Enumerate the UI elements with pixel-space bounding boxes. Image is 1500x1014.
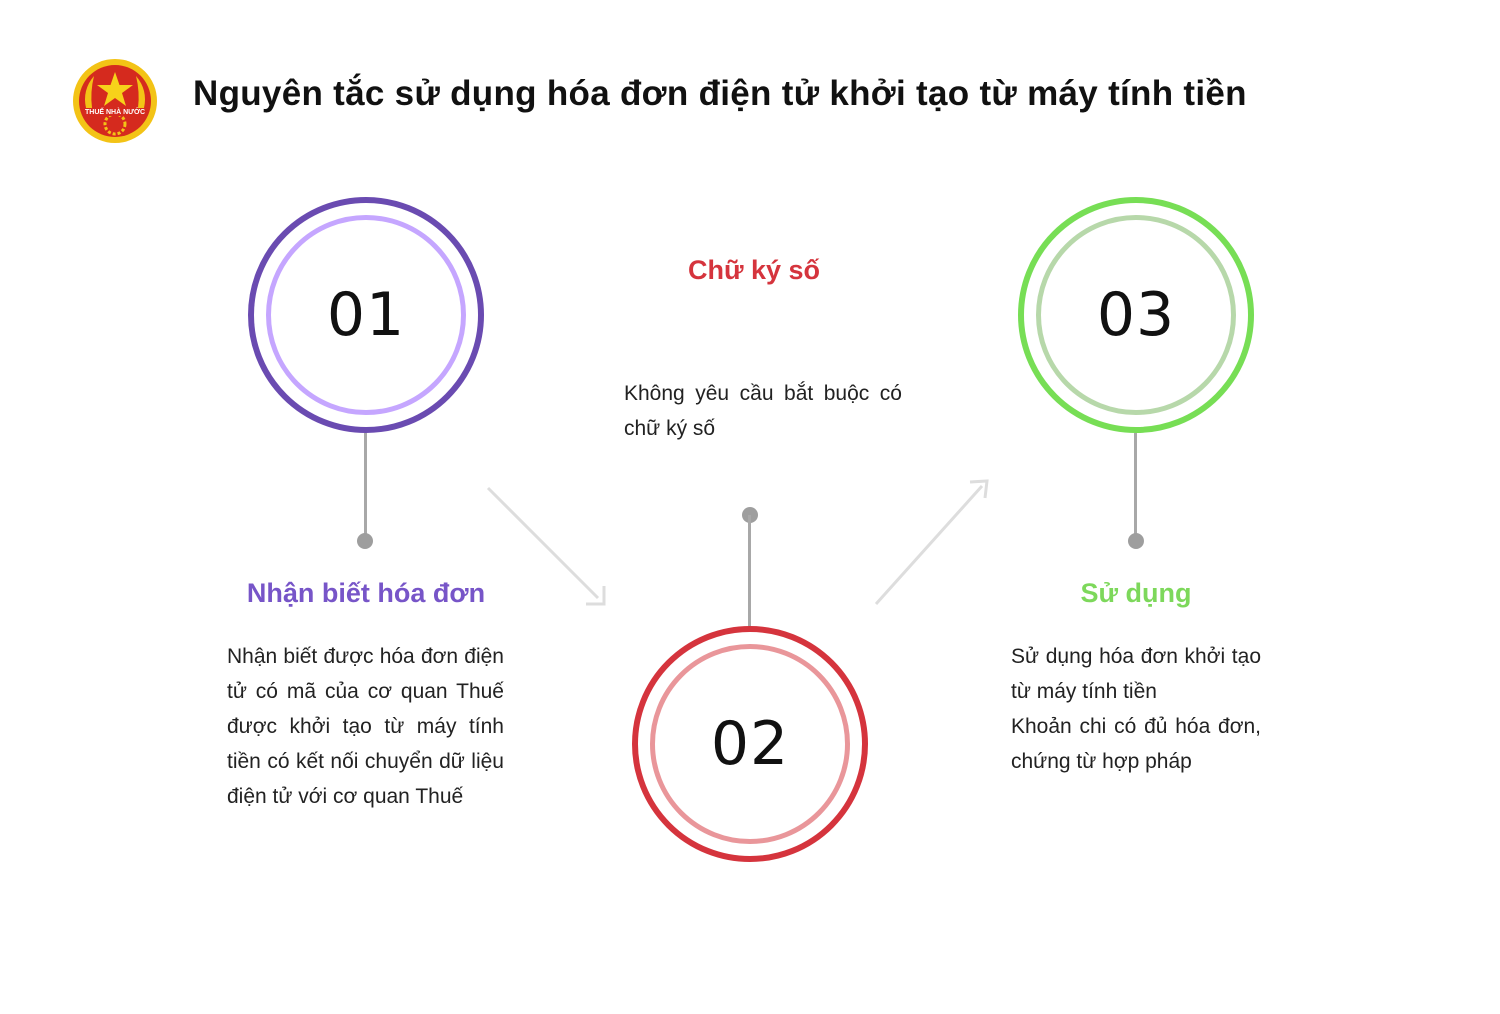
step3-heading: Sử dụng — [1080, 578, 1192, 608]
step3-number: 03 — [1096, 280, 1176, 350]
step1-description: Nhận biết được hóa đơn điện tử có mã của cơ quan Thuế được khởi tạo từ máy tính tiền có kết nối chuyển dữ liệu điện tử với cơ quan Thuế — [227, 645, 504, 808]
step2-description: Không yêu cầu bắt buộc có chữ ký số — [624, 382, 902, 440]
page-title: Nguyên tắc sử dụng hóa đơn điện tử khởi tạo từ máy tính tiền — [193, 74, 1247, 113]
arrow-step1-to-step2-head — [586, 586, 604, 604]
step1-number: 01 — [326, 280, 406, 350]
logo-text: THUẾ NHÀ NƯỚC — [85, 109, 145, 116]
step2-connector — [748, 515, 751, 627]
step1-dot — [357, 533, 373, 549]
step1-heading: Nhận biết hóa đơn — [246, 578, 486, 608]
step3-connector — [1134, 433, 1137, 541]
arrow-step2-to-step3 — [876, 486, 982, 604]
step3-description-line-1: Sử dụng hóa đơn khởi tạo từ máy tính tiền — [1011, 645, 1261, 703]
step3-dot — [1128, 533, 1144, 549]
step3-description-line-2: Khoản chi có đủ hóa đơn, chứng từ hợp pháp — [1011, 715, 1261, 773]
tax-authority-logo — [72, 58, 158, 144]
step3-description — [1011, 639, 1261, 779]
arrow-step2-to-step3-head — [970, 481, 987, 498]
step2-number: 02 — [710, 709, 790, 779]
step2-heading: Chữ ký số — [687, 255, 821, 285]
step1-connector — [364, 433, 367, 541]
